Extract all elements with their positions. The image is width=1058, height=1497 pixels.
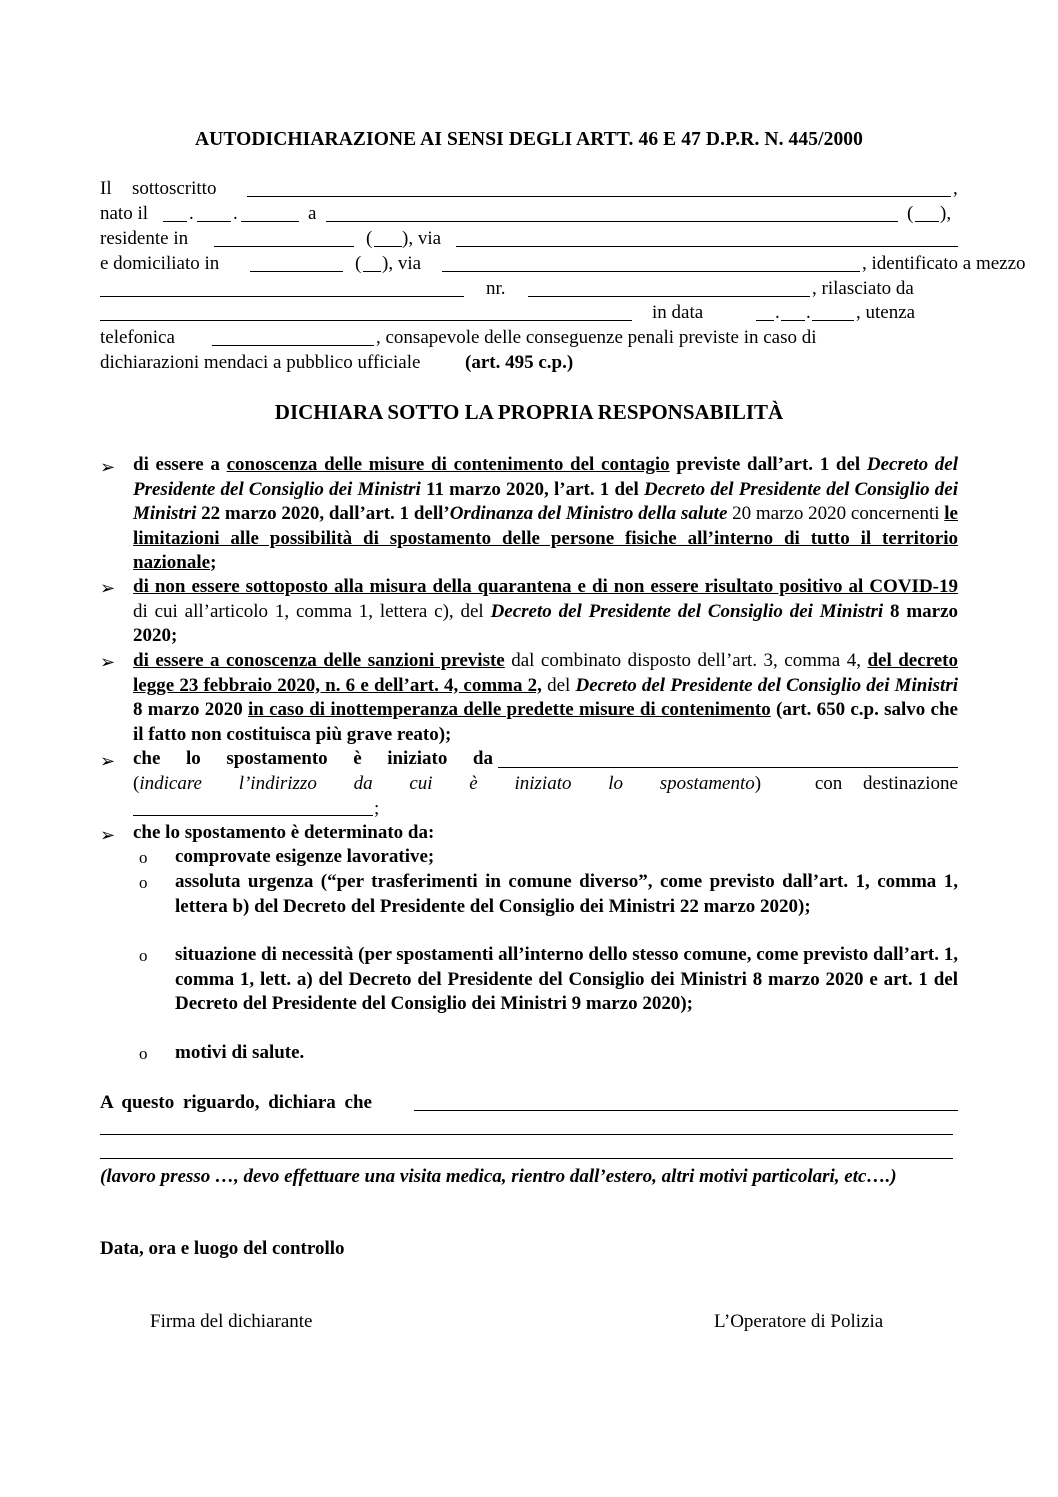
riguardo-field-line2[interactable] [100,1134,953,1135]
declaration-item-quarantena: di non essere sottoposto alla misura della quarantena e di non essere risultato positivo al COVID-19 di cui all’articolo 1, comma 1, lettera c), del Decreto del Presidente del Consiglio dei Ministri 8 marzo 2020; [133,576,959,647]
riguardo-examples: (lavoro presso …, devo effettuare una visita medica, rientro dall’estero, altri motivi particolari, etc….) [100,1166,897,1187]
riguardo-field-line3[interactable] [100,1158,953,1159]
destination-field[interactable] [133,815,373,816]
a-label: a [308,203,317,224]
document-title: AUTODICHIARAZIONE AI SENSI DEGLI ARTT. 46 E 47 D.P.R. N. 445/2000 [194,129,864,150]
paren-open: ( [907,203,914,224]
via-label: ), via [402,228,442,249]
identificato-label: , identificato a mezzo [862,253,1026,274]
paren-open: ( [355,253,362,274]
form-line-telefono [100,326,958,350]
nato-il-label: nato il [100,203,149,224]
declaration-heading: DICHIARA SOTTO LA PROPRIA RESPONSABILITÀ [274,400,784,424]
date-dot: . [775,302,780,323]
comma: , [953,178,958,199]
via-label: ), via [382,253,422,274]
controllo-label: Data, ora e luogo del controllo [100,1238,345,1259]
form-line-rilascio [100,301,958,325]
destination-label: con destinazione [814,773,958,794]
art495-text: (art. 495 c.p.) [465,352,574,373]
document-issuer-field[interactable] [100,320,632,321]
start-address-hint: indicare l’indirizzo da cui è iniziato lo spostamento [139,773,755,794]
name-field[interactable] [247,196,951,197]
residence-city-field[interactable] [214,246,354,247]
riguardo-field-line1[interactable] [414,1110,958,1111]
option-assoluta-urgenza: assoluta urgenza (“per trasferimenti in comune diverso”, come previsto dall’art. 1, comma 1, lettera b) del Decreto del Presidente del Consiglio dei Ministri 22 marzo 2020); [175,871,958,917]
arrow-bullet-icon: ➢ [100,457,116,477]
form-line-residenza [100,227,958,251]
in-data-label: in data [652,302,704,323]
utenza-label: , utenza [856,302,916,323]
option-motivi-salute: motivi di salute. [175,1042,305,1063]
arrow-bullet-icon: ➢ [100,825,116,845]
birth-month-field[interactable] [197,221,231,222]
form-line-domicilio [100,252,1026,276]
option-circle-icon[interactable]: o [139,848,148,867]
start-address-field[interactable] [498,767,958,768]
issue-month-field[interactable] [781,320,805,321]
date-dot: . [806,302,811,323]
arrow-bullet-icon: ➢ [100,751,116,771]
spostamento-hint-line: (indicare l’indirizzo da cui è iniziato lo spostamento) con destinazione [133,772,958,797]
birth-province-field[interactable] [915,221,939,222]
domicile-city-field[interactable] [250,271,343,272]
form-line-documento [100,277,958,301]
option-circle-icon[interactable]: o [139,946,148,965]
spostamento-start-label: che lo spostamento è iniziato da [133,748,493,769]
residence-street-field[interactable] [456,246,958,247]
issue-day-field[interactable] [756,320,774,321]
issue-year-field[interactable] [812,320,854,321]
signature-operatore-label: L’Operatore di Polizia [714,1311,884,1332]
form-line-nato [100,202,958,226]
declaration-item-sanzioni: di essere a conoscenza delle sanzioni previste dal combinato disposto dell’art. 3, comma 4, del decreto legge 23 febbraio 2020, n. 6 e dell’art. 4, comma 2, del Decreto del Presidente del Consiglio dei Ministri 8 marzo 2020 in caso di inottemperanza delle predette misure di contenimento (art. 650 c.p. salvo che il fatto non costituisca più grave reato); [133,650,959,745]
form-line-sottoscritto [100,177,958,201]
semicolon: ; [374,798,380,819]
il-label: Il [100,178,112,199]
option-circle-icon[interactable]: o [139,1044,148,1063]
domicile-province-field[interactable] [363,271,381,272]
domiciliato-in-label: e domiciliato in [100,253,220,274]
phone-field[interactable] [212,345,374,346]
document-number-field[interactable] [528,296,810,297]
nr-label: nr. [486,278,506,299]
document-type-field[interactable] [100,296,464,297]
arrow-bullet-icon: ➢ [100,578,116,598]
declaration-item-misure: di essere a conoscenza delle misure di contenimento del contagio previste dall’art. 1 del Decreto del Presidente del Consiglio dei Ministri 11 marzo 2020, l’art. 1 del Decreto del Presidente del Consiglio dei Ministri 22 marzo 2020, dall’art. 1 dell’Ordinanza del Ministro della salute 20 marzo 2020 concernenti le limitazioni alle possibilità di spostamento delle persone fisiche all’interno di tutto il territorio nazionale; [133,454,958,574]
telefonica-label: telefonica [100,327,175,348]
date-dot: . [189,203,194,224]
birth-day-field[interactable] [163,221,187,222]
rilasciato-da-label: , rilasciato da [812,278,914,299]
riguardo-label: A questo riguardo, dichiara che [100,1092,372,1113]
dichiarazioni-text: dichiarazioni mendaci a pubblico ufficiale [100,352,421,373]
paren-close: ), [940,203,952,224]
birthplace-field[interactable] [326,221,898,222]
paren-open: ( [366,228,373,249]
option-circle-icon[interactable]: o [139,873,148,892]
birth-year-field[interactable] [241,221,299,222]
residente-in-label: residente in [100,228,189,249]
arrow-bullet-icon: ➢ [100,652,116,672]
date-dot: . [233,203,238,224]
consapevole-text: , consapevole delle conseguenze penali previste in caso di [376,327,817,348]
option-situazione-necessita: situazione di necessità (per spostamenti all’interno dello stesso comune, come previsto dall’art. 1, comma 1, lett. a) del Decreto del Presidente del Consiglio dei Ministri 8 marzo 2020 e art. 1 del Decreto del Presidente del Consiglio dei Ministri 9 marzo 2020); [175,944,958,1015]
sottoscritto-label: sottoscritto [132,178,217,199]
residence-province-field[interactable] [374,246,402,247]
option-esigenze-lavorative: comprovate esigenze lavorative; [175,846,435,867]
domicile-street-field[interactable] [442,271,860,272]
signature-dichiarante-label: Firma del dichiarante [150,1311,313,1332]
form-line-dichiarazioni [100,351,958,375]
spostamento-motivo-label: che lo spostamento è determinato da: [133,822,435,843]
